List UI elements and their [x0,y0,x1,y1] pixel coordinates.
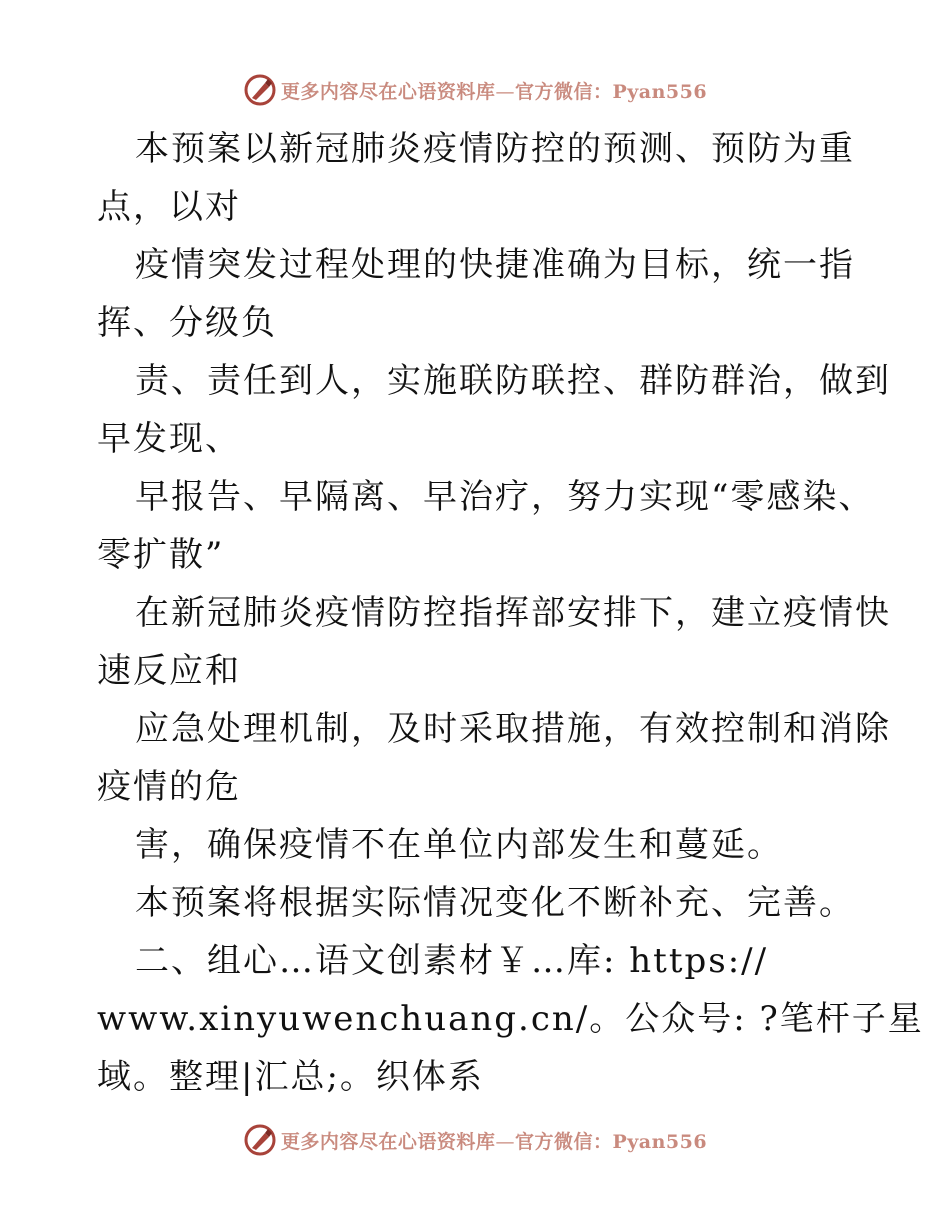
body-line: 早发现、 [97,419,241,459]
body-line: 应急处理机制，及时采取措施，有效控制和消除 [135,709,891,749]
body-line: 害，确保疫情不在单位内部发生和蔓延。 [135,825,783,865]
footer-banner-text [281,1127,707,1154]
body-line: 疫情突发过程处理的快捷准确为目标，统一指 [135,245,855,285]
footer-banner-separator: — [495,1130,515,1153]
document-body [97,120,924,1106]
body-line: 域。整理|汇总;。织体系 [97,1057,484,1097]
body-line: 责、责任到人，实施联防联控、群防群治，做到 [135,361,891,401]
body-line: 疫情的危 [97,767,241,807]
body-line: 早报告、早隔离、早治疗，努力实现“零感染、 [135,477,875,517]
header-banner-text [281,77,707,104]
footer-banner-wechat: 官方微信：Pyan556 [514,1130,708,1153]
header-banner-wechat: 官方微信：Pyan556 [514,80,708,103]
body-line: 本预案以新冠肺炎疫情防控的预测、预防为重 [135,129,855,169]
header-banner-separator: — [495,80,515,103]
body-line: 在新冠肺炎疫情防控指挥部安排下，建立疫情快 [135,593,891,633]
header-banner [0,70,950,110]
body-line: www.xinyuwenchuang.cn/。公众号: ?笔杆子星 [97,999,924,1039]
header-banner-title: 更多内容尽在心语资料库 [280,80,496,103]
body-line: 挥、分级负 [97,303,277,343]
pen-nib-seal-icon [243,1123,277,1157]
body-line: 点，以对 [97,187,241,227]
footer-banner-title: 更多内容尽在心语资料库 [280,1130,496,1153]
body-line: 零扩散” [97,535,225,575]
footer-banner [0,1120,950,1160]
pen-nib-seal-icon [243,73,277,107]
body-line: 二、组心…语文创素材￥…库: https:// [135,941,769,981]
body-line: 本预案将根据实际情况变化不断补充、完善。 [135,883,855,923]
body-line: 速反应和 [97,651,241,691]
